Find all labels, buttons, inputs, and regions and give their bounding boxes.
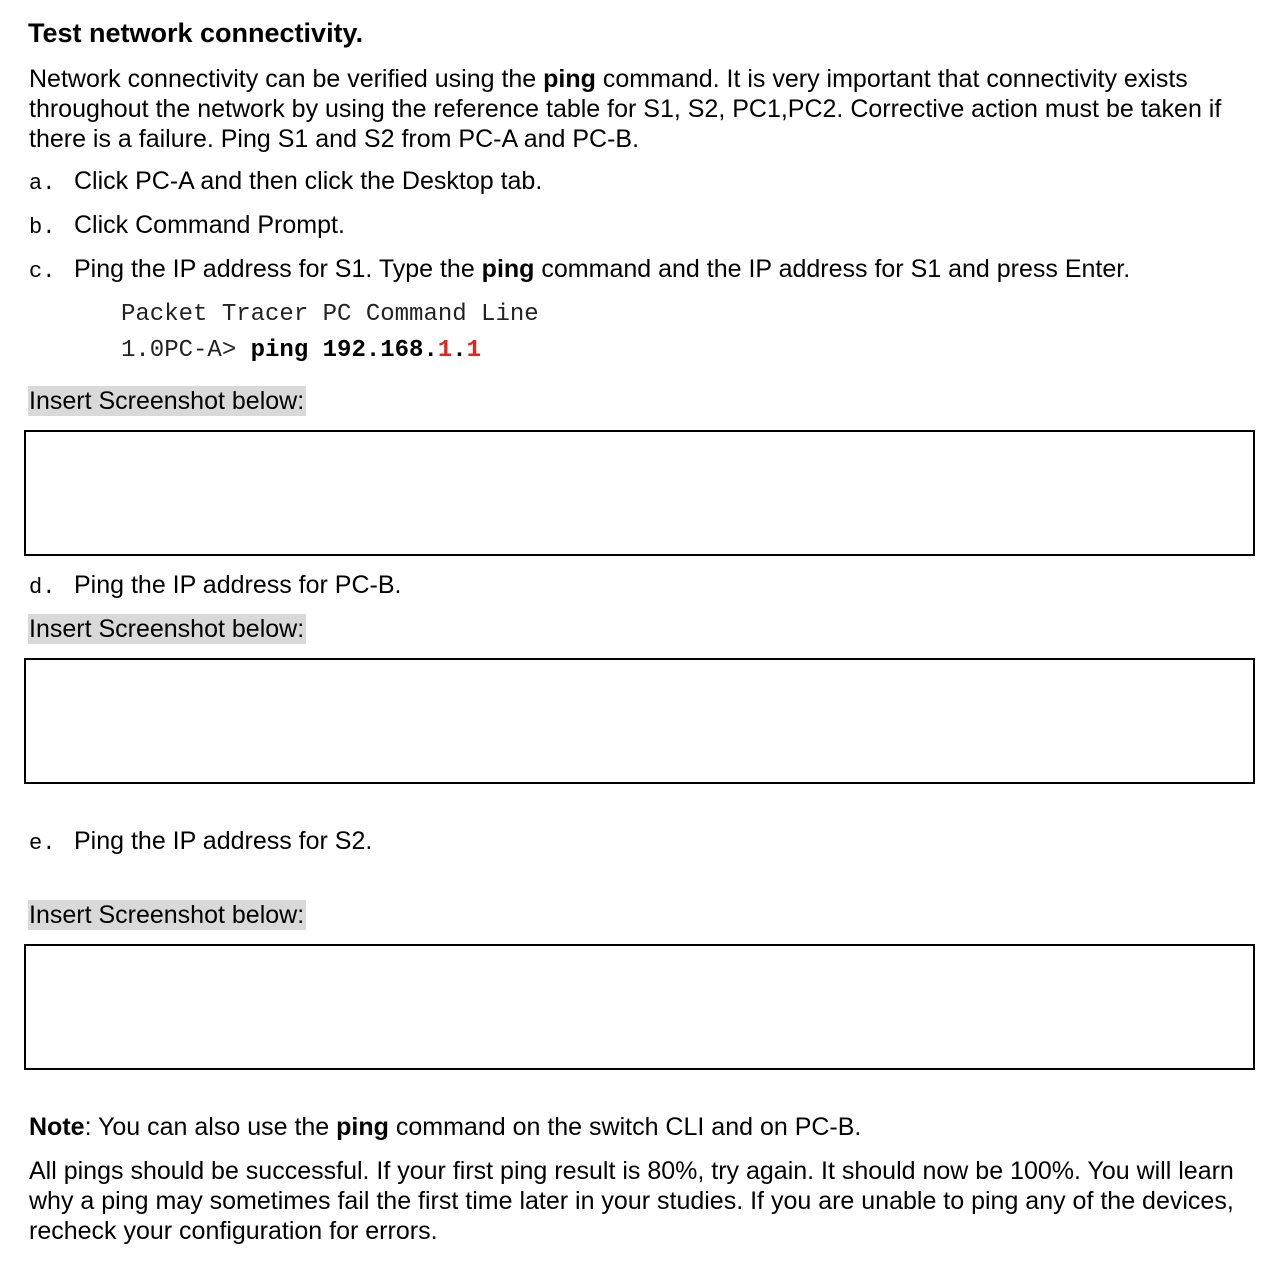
step-c-text-1: Ping the IP address for S1. Type the xyxy=(74,255,482,283)
step-c-text-2: command and the IP address for S1 and press Enter. xyxy=(534,255,1131,283)
step-a xyxy=(29,166,542,199)
step-c-letter: c. xyxy=(29,259,56,284)
step-c xyxy=(29,254,1130,287)
section-heading: Test network connectivity. xyxy=(28,18,364,48)
step-b-text: Click Command Prompt. xyxy=(74,211,345,239)
step-e-letter: e. xyxy=(29,831,56,856)
step-e-text: Ping the IP address for S2. xyxy=(74,827,373,855)
insert-screenshot-label-2: Insert Screenshot below: xyxy=(29,615,305,643)
note-label: Note xyxy=(29,1113,85,1141)
step-c-ping-keyword: ping xyxy=(481,255,535,283)
step-b-letter: b. xyxy=(29,215,56,240)
note-ping-keyword: ping xyxy=(336,1113,389,1141)
code-line-header: Packet Tracer PC Command Line xyxy=(121,301,539,328)
note-text-2: command on the switch CLI and on PC-B. xyxy=(388,1113,862,1141)
intro-paragraph xyxy=(29,64,1264,154)
screenshot-box-3[interactable] xyxy=(24,944,1255,1070)
code-dot: . xyxy=(452,337,467,364)
step-d xyxy=(29,570,401,603)
step-d-letter: d. xyxy=(29,575,56,600)
step-d-text: Ping the IP address for PC-B. xyxy=(74,571,402,599)
screenshot-box-1[interactable] xyxy=(24,430,1255,556)
step-a-text: Click PC-A and then click the Desktop tab. xyxy=(74,167,543,195)
closing-paragraph: All pings should be successful. If your first ping result is 80%, try again. It should now be 100%. You will learn why a ping may sometimes fail the first time later in your studies. If you are unable to ping any of the devices, recheck your configuration for errors. xyxy=(29,1157,1234,1245)
code-line-command xyxy=(121,336,481,366)
insert-screenshot-label-1: Insert Screenshot below: xyxy=(29,387,305,415)
step-a-letter: a. xyxy=(29,171,56,196)
screenshot-box-2[interactable] xyxy=(24,658,1255,784)
code-octet-4: 1 xyxy=(466,337,482,364)
note-text-1: : You can also use the xyxy=(84,1113,337,1141)
code-ping-cmd: ping 192.168. xyxy=(250,337,438,364)
code-prompt: 1.0PC-A> xyxy=(121,337,251,364)
step-e xyxy=(29,826,372,859)
intro-text-1: Network connectivity can be verified using the xyxy=(29,65,544,93)
insert-screenshot-label-3: Insert Screenshot below: xyxy=(29,901,305,929)
code-octet-3: 1 xyxy=(437,337,453,364)
intro-text-2: command. It is very important that connectivity exists throughout the network by using the reference table for S1, S2, PC1,PC2. Corrective action must be taken if there is a failure. Ping S1 and S2 from PC-A and PC-B. xyxy=(29,65,1222,153)
intro-ping-keyword: ping xyxy=(543,65,596,93)
step-b xyxy=(29,210,345,243)
note-paragraph xyxy=(29,1112,1264,1142)
